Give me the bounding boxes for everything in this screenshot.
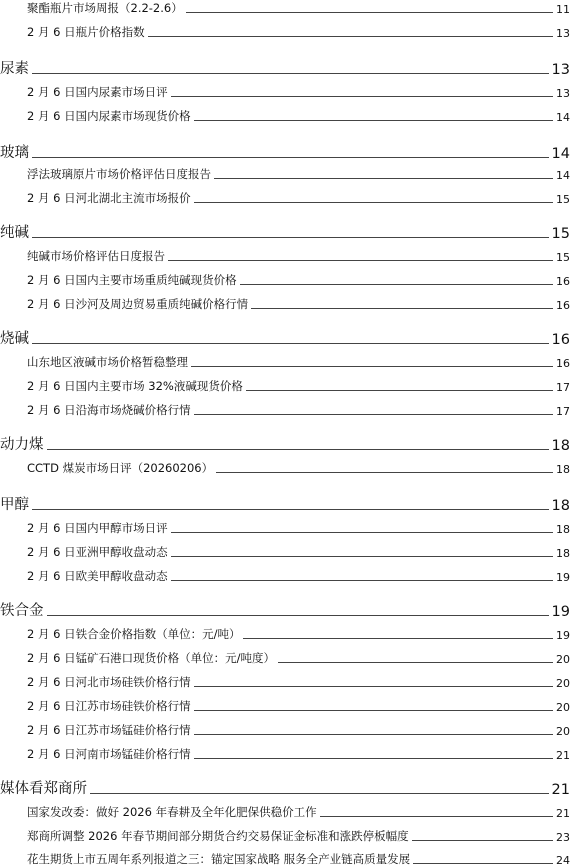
toc-section-page: 14 [551, 146, 570, 162]
toc-leader [32, 73, 549, 74]
toc-leader [214, 178, 553, 179]
toc-section-page: 15 [551, 226, 570, 242]
toc-entry-title: 2 月 6 日江苏市场锰硅价格行情 [27, 723, 191, 737]
toc-entry[interactable] [27, 246, 570, 264]
toc-section-title: 媒体看郑商所 [0, 781, 87, 797]
toc-entry-page: 16 [556, 275, 570, 288]
toc-section[interactable] [0, 428, 570, 454]
toc-entry-page: 17 [556, 405, 570, 418]
toc-entry-page: 20 [556, 701, 570, 714]
toc-leader [171, 96, 553, 97]
toc-entry-title: 2 月 6 日欧美甲醇收盘动态 [27, 569, 168, 583]
toc-entry[interactable] [27, 624, 570, 642]
toc-entry-title: 2 月 6 日铁合金价格指数（单位：元/吨） [27, 627, 241, 641]
toc-leader [246, 390, 553, 391]
toc-section-title: 动力煤 [0, 437, 44, 453]
toc-entry[interactable] [27, 0, 570, 16]
toc-entry-page: 16 [556, 299, 570, 312]
toc-entry-title: 2 月 6 日沙河及周边贸易重质纯碱价格行情 [27, 297, 249, 311]
toc-entry-title: 国家发改委：做好 2026 年春耕及全年化肥保供稳价工作 [27, 805, 317, 819]
toc-entry-page: 23 [556, 831, 570, 844]
toc-entry[interactable] [27, 826, 570, 844]
toc-entry-page: 13 [556, 87, 570, 100]
toc-leader [194, 710, 553, 711]
toc-entry-title: 2 月 6 日河北市场硅铁价格行情 [27, 675, 191, 689]
toc-entry[interactable] [27, 672, 570, 690]
toc-entry-title: 2 月 6 日国内甲醇市场日评 [27, 521, 168, 535]
toc-entry[interactable] [27, 744, 570, 762]
toc-leader [90, 793, 549, 794]
toc-leader [194, 686, 553, 687]
toc-leader [251, 308, 553, 309]
toc-section[interactable] [0, 136, 570, 162]
toc-entry-title: 郑商所调整 2026 年春节期间部分期货合约交易保证金标准和涨跌停板幅度 [27, 829, 409, 843]
toc-leader [413, 863, 553, 864]
toc-leader [278, 662, 553, 663]
toc-entry-page: 13 [556, 27, 570, 40]
toc-entry[interactable] [27, 802, 570, 820]
toc-section[interactable] [0, 52, 570, 78]
toc-entry[interactable] [27, 542, 570, 560]
toc-entry-page: 18 [556, 547, 570, 560]
toc-section-title: 甲醇 [0, 497, 29, 513]
toc-section-title: 烧碱 [0, 331, 29, 347]
toc-leader [47, 615, 549, 616]
toc-entry-page: 15 [556, 251, 570, 264]
toc-entry[interactable] [27, 106, 570, 124]
toc-entry-page: 18 [556, 523, 570, 536]
toc-entry[interactable] [27, 188, 570, 206]
toc-leader [194, 734, 553, 735]
toc-entry-page: 11 [556, 3, 570, 16]
toc-section[interactable] [0, 772, 570, 798]
toc-section-page: 13 [551, 62, 570, 78]
toc-section-title: 纯碱 [0, 225, 29, 241]
toc-leader [148, 36, 553, 37]
toc-section[interactable] [0, 322, 570, 348]
toc-section[interactable] [0, 488, 570, 514]
toc-leader [412, 840, 553, 841]
toc-entry-title: 2 月 6 日国内主要市场重质纯碱现货价格 [27, 273, 237, 287]
toc-entry[interactable] [27, 458, 570, 476]
toc-leader [194, 414, 553, 415]
toc-entry-page: 21 [556, 749, 570, 762]
toc-entry-page: 20 [556, 653, 570, 666]
toc-section[interactable] [0, 216, 570, 242]
toc-leader [216, 472, 553, 473]
toc-leader [191, 366, 553, 367]
toc-section-page: 16 [551, 332, 570, 348]
toc-entry[interactable] [27, 82, 570, 100]
toc-entry-title: 2 月 6 日河南市场锰硅价格行情 [27, 747, 191, 761]
toc-section-title: 尿素 [0, 61, 29, 77]
toc-leader [171, 532, 553, 533]
toc-entry-title: 浮法玻璃原片市场价格评估日度报告 [27, 167, 211, 181]
toc-leader [240, 284, 553, 285]
toc-entry-page: 20 [556, 725, 570, 738]
toc-entry-page: 18 [556, 463, 570, 476]
toc-entry[interactable] [27, 518, 570, 536]
toc-entry[interactable] [27, 696, 570, 714]
toc-entry-title: 2 月 6 日河北湖北主流市场报价 [27, 191, 191, 205]
toc-entry-page: 16 [556, 357, 570, 370]
toc-entry-title: 2 月 6 日亚洲甲醇收盘动态 [27, 545, 168, 559]
toc-entry-page: 24 [556, 854, 570, 867]
toc-section-page: 19 [551, 604, 570, 620]
toc-leader [194, 120, 553, 121]
toc-entry[interactable] [27, 849, 570, 867]
toc-leader [32, 343, 549, 344]
toc-entry[interactable] [27, 648, 570, 666]
toc-leader [186, 12, 553, 13]
toc-entry-page: 19 [556, 629, 570, 642]
toc-entry-page: 20 [556, 677, 570, 690]
toc-entry-title: 2 月 6 日锰矿石港口现货价格（单位：元/吨度） [27, 651, 275, 665]
toc-leader [32, 157, 549, 158]
toc-leader [243, 638, 553, 639]
toc-leader [194, 758, 553, 759]
toc-leader [171, 556, 553, 557]
toc-entry[interactable] [27, 566, 570, 584]
toc-entry-page: 14 [556, 111, 570, 124]
toc-leader [47, 449, 549, 450]
toc-section-page: 18 [551, 498, 570, 514]
toc-section-title: 玻璃 [0, 145, 29, 161]
toc-entry-title: 花生期货上市五周年系列报道之三：锚定国家战略 服务全产业链高质量发展 [27, 852, 411, 866]
toc-entry-page: 21 [556, 807, 570, 820]
toc-entry-page: 14 [556, 169, 570, 182]
toc-section[interactable] [0, 594, 570, 620]
toc-entry[interactable] [27, 270, 570, 288]
toc-entry-title: 2 月 6 日国内尿素市场日评 [27, 85, 168, 99]
toc-entry[interactable] [27, 164, 570, 182]
toc-entry-page: 15 [556, 193, 570, 206]
toc-leader [168, 260, 553, 261]
toc-entry-title: 2 月 6 日瓶片价格指数 [27, 25, 145, 39]
toc-entry[interactable] [27, 400, 570, 418]
toc-entry-title: 2 月 6 日国内尿素市场现货价格 [27, 109, 191, 123]
toc-entry[interactable] [27, 294, 570, 312]
toc-leader [171, 580, 553, 581]
toc-entry-title: CCTD 煤炭市场日评（20260206） [27, 461, 214, 475]
toc-entry[interactable] [27, 22, 570, 40]
toc-entry[interactable] [27, 376, 570, 394]
toc-entry-title: 2 月 6 日国内主要市场 32%液碱现货价格 [27, 379, 243, 393]
toc-section-page: 21 [551, 782, 570, 798]
toc-entry-title: 2 月 6 日江苏市场硅铁价格行情 [27, 699, 191, 713]
toc-entry-page: 19 [556, 571, 570, 584]
toc-entry-page: 17 [556, 381, 570, 394]
toc-entry-title: 聚酯瓶片市场周报（2.2-2.6） [27, 1, 183, 15]
toc-leader [32, 509, 549, 510]
toc-entry[interactable] [27, 352, 570, 370]
toc-leader [320, 816, 553, 817]
toc-section-title: 铁合金 [0, 603, 44, 619]
toc-section-page: 18 [551, 438, 570, 454]
toc-leader [194, 202, 553, 203]
toc-entry[interactable] [27, 720, 570, 738]
toc-entry-title: 2 月 6 日沿海市场烧碱价格行情 [27, 403, 191, 417]
toc-entry-title: 山东地区液碱市场价格暂稳整理 [27, 355, 188, 369]
toc-leader [32, 237, 549, 238]
toc-entry-title: 纯碱市场价格评估日度报告 [27, 249, 165, 263]
